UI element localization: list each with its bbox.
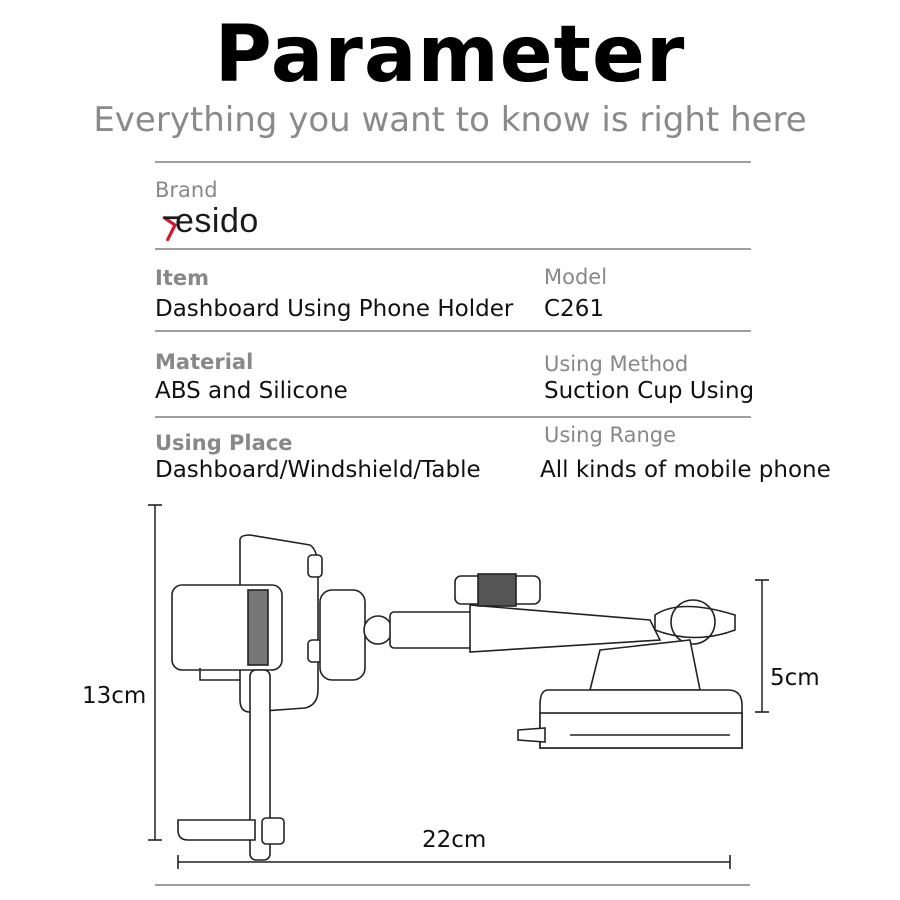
cup-height-dimension: 5cm xyxy=(770,665,820,691)
width-dimension: 22cm xyxy=(422,827,487,853)
item-label: Item xyxy=(155,266,209,290)
using-range-label: Using Range xyxy=(544,423,677,447)
page-title: Parameter xyxy=(214,10,686,100)
model-value: C261 xyxy=(544,296,604,322)
using-method-label: Using Method xyxy=(544,352,689,376)
material-label: Material xyxy=(155,350,254,374)
using-place-value: Dashboard/Windshield/Table xyxy=(155,457,481,483)
item-value: Dashboard Using Phone Holder xyxy=(155,296,514,322)
material-value: ABS and Silicone xyxy=(155,378,348,404)
page-subtitle: Everything you want to know is right here xyxy=(93,100,807,140)
using-place-label: Using Place xyxy=(155,431,293,455)
using-method-value: Suction Cup Using xyxy=(544,378,755,404)
height-dimension: 13cm xyxy=(82,683,147,709)
model-label: Model xyxy=(544,265,608,289)
brand-label: Brand xyxy=(155,178,218,202)
using-range-value: All kinds of mobile phone xyxy=(540,457,831,483)
brand-logo-text: esido xyxy=(175,202,259,240)
